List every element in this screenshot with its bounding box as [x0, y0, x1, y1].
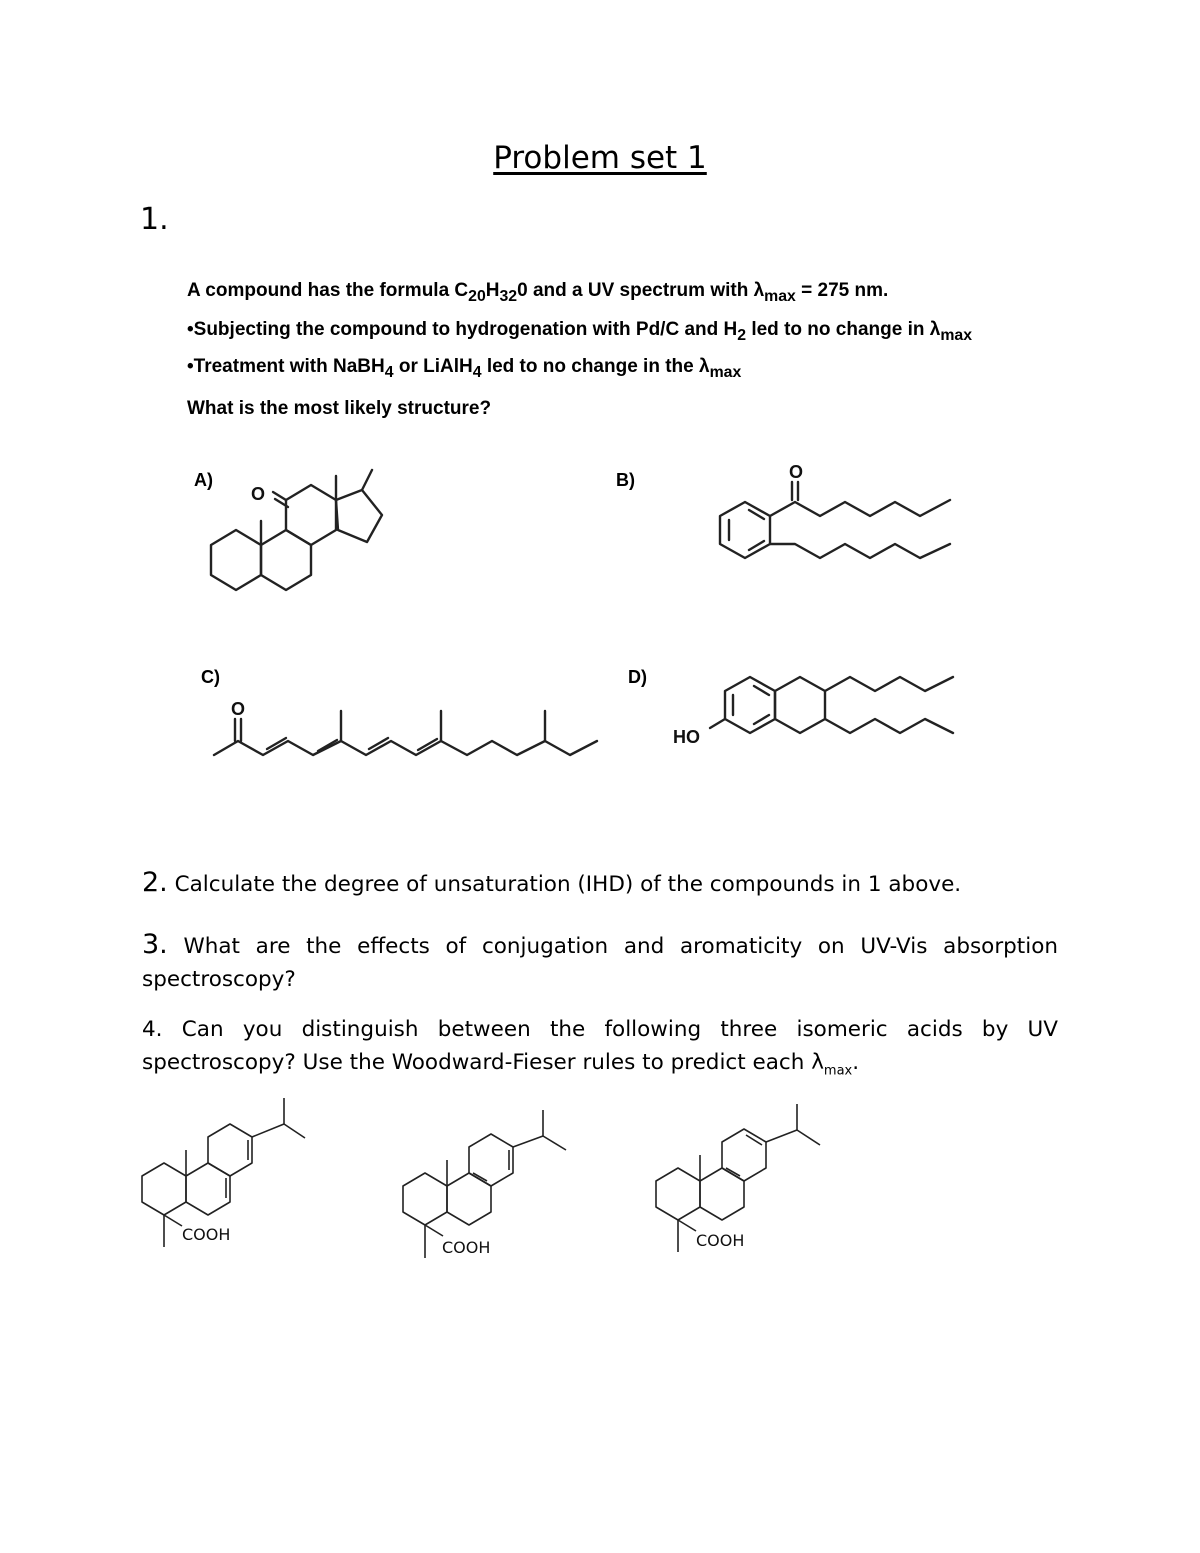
option-d-label: D)	[628, 667, 647, 687]
question-4: 4. Can you distinguish between the following three isomeric acids by UV spectroscopy? Use the Woodward-Fieser rules to predict each $\lambda_{max}$.	[142, 1017, 1058, 1079]
q1-line-2: •Subjecting the compound to hydrogenation with Pd/C and $H_2$ led to no change in $\lambda_{max}$	[187, 319, 972, 344]
option-c-label: C)	[201, 667, 220, 687]
q1-line-4: What is the most likely structure?	[187, 398, 492, 419]
acid-structure-1	[142, 1098, 305, 1247]
hydroxyl-label: HO	[673, 727, 700, 747]
option-a-label: A)	[194, 470, 213, 490]
oxygen-label: O	[231, 699, 246, 719]
question-3: 3. What are the effects of conjugation and aromaticity on UV-Vis absorption spectroscopy?	[142, 929, 1058, 992]
acid-label: COOH	[696, 1231, 745, 1250]
page-title: Problem set 1	[493, 140, 707, 176]
oxygen-label: O	[251, 484, 266, 504]
acid-structure-2	[403, 1110, 566, 1258]
q1-line-1: A compound has the formula $C_{20}H_{32}0$ and a UV spectrum with $\lambda_{max} = 275$ nm.	[187, 280, 889, 305]
question-2: 2. Calculate the degree of unsaturation (IHD) of the compounds in 1 above.	[142, 867, 962, 898]
acid-structure-3	[656, 1104, 820, 1252]
question-1-number: 1.	[140, 202, 169, 237]
oxygen-label: O	[789, 462, 804, 482]
option-b-label: B)	[616, 470, 635, 490]
acid-label: COOH	[182, 1225, 231, 1244]
q1-line-3: •Treatment with NaBH$_4$ or LiAlH$_4$ led to no change in the $\lambda_{max}$	[187, 356, 742, 381]
acid-label: COOH	[442, 1238, 491, 1257]
